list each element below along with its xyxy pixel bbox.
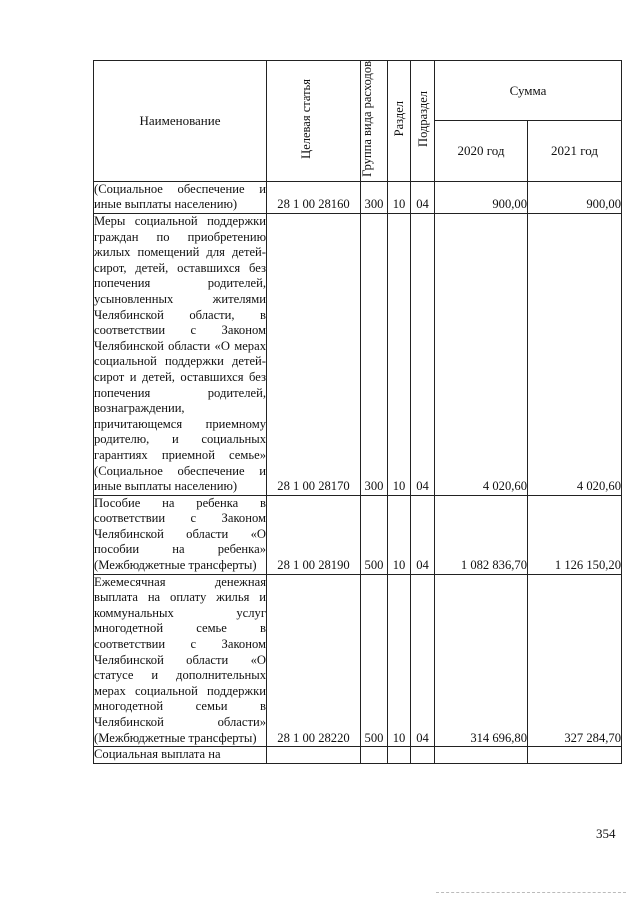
- row-target-article: [267, 747, 361, 764]
- row-name: Пособие на ребенка в соответствии с Законом Челябинской области «О пособии на ребенка» (Межбюджетные трансферты): [94, 495, 267, 574]
- table-row: [94, 747, 622, 764]
- row-expense-group: 300: [361, 214, 388, 496]
- row-sum-2020: 314 696,80: [435, 574, 528, 747]
- page-number: 354: [596, 826, 616, 841]
- column-header-sum: Сумма: [435, 61, 622, 121]
- row-name: Социальная выплата на: [94, 747, 267, 764]
- row-subsection: 04: [411, 181, 435, 213]
- row-section: 10: [388, 574, 411, 747]
- row-section: 10: [388, 181, 411, 213]
- row-section: 10: [388, 495, 411, 574]
- scan-edge-line: [436, 892, 626, 893]
- row-section: [388, 747, 411, 764]
- row-name: Меры социальной поддержки граждан по приобретению жилых помещений для детей-сирот, детей, оставшихся без попечения родителей, усыновленных жителями Челябинской области, в соответствии с Законом Челябинской области «О мерах социальной поддержки детей-сирот и детей, оставшихся без попечения родителей, вознаграждении, причитающемся приемному родителю, и социальных гарантиях приемной семье» (Социальное обеспечение и иные выплаты населению): [94, 214, 267, 496]
- column-header-2020: 2020 год: [435, 121, 528, 181]
- expense-group-label: Группа вида расходов: [360, 61, 374, 177]
- row-sum-2021: 327 284,70: [528, 574, 622, 747]
- column-header-subsection: [411, 61, 435, 182]
- row-target-article: 28 1 00 28220: [267, 574, 361, 747]
- target-article-label: Целевая статья: [298, 78, 313, 159]
- table-row: [94, 181, 622, 213]
- row-expense-group: 300: [361, 181, 388, 213]
- row-sum-2021: 1 126 150,20: [528, 495, 622, 574]
- row-subsection: 04: [411, 214, 435, 496]
- column-header-section: [388, 61, 411, 182]
- row-sum-2020: 4 020,60: [435, 214, 528, 496]
- budget-table: [93, 60, 622, 764]
- row-expense-group: [361, 747, 388, 764]
- column-header-expense-group: [361, 61, 388, 182]
- row-sum-2021: 4 020,60: [528, 214, 622, 496]
- row-subsection: 04: [411, 574, 435, 747]
- column-header-2021: 2021 год: [528, 121, 622, 181]
- row-name: Ежемесячная денежная выплата на оплату жилья и коммунальных услуг многодетной семье в соответствии с Законом Челябинской области «О статусе и дополнительных мерах социальной поддержки многодетной семьи в Челябинской области» (Межбюджетные трансферты): [94, 574, 267, 747]
- row-target-article: 28 1 00 28190: [267, 495, 361, 574]
- row-sum-2021: 900,00: [528, 181, 622, 213]
- subsection-label: Подраздел: [415, 90, 430, 147]
- row-name: (Социальное обеспечение и иные выплаты населению): [94, 181, 267, 213]
- row-target-article: 28 1 00 28160: [267, 181, 361, 213]
- row-target-article: 28 1 00 28170: [267, 214, 361, 496]
- row-sum-2020: 1 082 836,70: [435, 495, 528, 574]
- row-sum-2021: [528, 747, 622, 764]
- column-header-target-article: [267, 61, 361, 182]
- row-expense-group: 500: [361, 574, 388, 747]
- row-subsection: [411, 747, 435, 764]
- row-section: 10: [388, 214, 411, 496]
- table-row: [94, 574, 622, 747]
- row-sum-2020: 900,00: [435, 181, 528, 213]
- row-subsection: 04: [411, 495, 435, 574]
- table-row: [94, 495, 622, 574]
- row-sum-2020: [435, 747, 528, 764]
- row-expense-group: 500: [361, 495, 388, 574]
- column-header-name: Наименование: [94, 61, 267, 182]
- section-label: Раздел: [392, 101, 406, 137]
- table-row: [94, 214, 622, 496]
